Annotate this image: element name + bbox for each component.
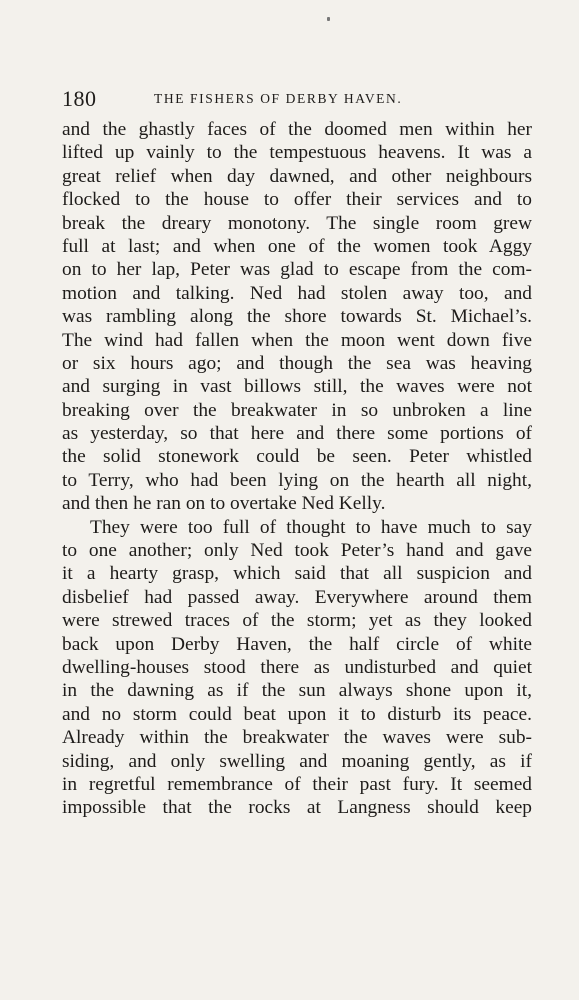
text-line: flocked to the house to offer their services and to [62, 189, 532, 211]
paragraph-end-line: and then he ran on to overtake Ned Kelly. [62, 493, 386, 515]
running-title: THE FISHERS OF DERBY HAVEN. [154, 91, 403, 106]
ink-speck [327, 17, 330, 21]
paragraph-start-line: They were too full of thought to have much to say [90, 516, 532, 538]
text-line: dwelling-houses stood there as undisturbed and quiet [62, 656, 532, 678]
text-line: the solid stonework could be seen. Peter whistled [62, 446, 532, 468]
text-line: back upon Derby Haven, the half circle of white [62, 633, 532, 655]
text-line: and no storm could beat upon it to disturb its peace. [62, 703, 532, 725]
text-line: on to her lap, Peter was glad to escape from the com- [62, 259, 532, 281]
text-line: in the dawning as if the sun always shone upon it, [62, 680, 532, 702]
text-line: and surging in vast billows still, the waves were not [62, 376, 532, 398]
page-number: 180 [62, 86, 97, 111]
text-line: lifted up vainly to the tempestuous heavens. It was a [62, 142, 532, 164]
text-line: great relief when day dawned, and other neighbours [62, 165, 532, 187]
text-line: was rambling along the shore towards St. Michael’s. [62, 306, 532, 328]
text-line: The wind had fallen when the moon went down five [62, 329, 532, 351]
text-line: to one another; only Ned took Peter’s hand and gave [62, 540, 532, 562]
text-line: were strewed traces of the storm; yet as they looked [62, 610, 532, 632]
text-line: break the dreary monotony. The single room grew [62, 212, 532, 234]
text-line: it a hearty grasp, which said that all suspicion and [62, 563, 532, 585]
text-line: breaking over the breakwater in so unbroken a line [62, 399, 532, 421]
body-text [62, 118, 532, 820]
text-line: impossible that the rocks at Langness should keep [62, 797, 532, 819]
text-line: as yesterday, so that here and there some portions of [62, 423, 532, 445]
text-line: disbelief had passed away. Everywhere around them [62, 586, 532, 608]
text-line: in regretful remembrance of their past fury. It seemed [62, 773, 532, 795]
text-line: and the ghastly faces of the doomed men within her [62, 119, 532, 140]
text-line: Already within the breakwater the waves were sub- [62, 727, 532, 749]
text-line: motion and talking. Ned had stolen away too, and [62, 282, 532, 304]
running-head [62, 86, 532, 114]
text-line: siding, and only swelling and moaning gently, as if [62, 750, 532, 772]
text-line: to Terry, who had been lying on the hearth all night, [62, 469, 532, 491]
text-line: or six hours ago; and though the sea was heaving [62, 352, 532, 374]
text-line: full at last; and when one of the women took Aggy [62, 235, 532, 257]
